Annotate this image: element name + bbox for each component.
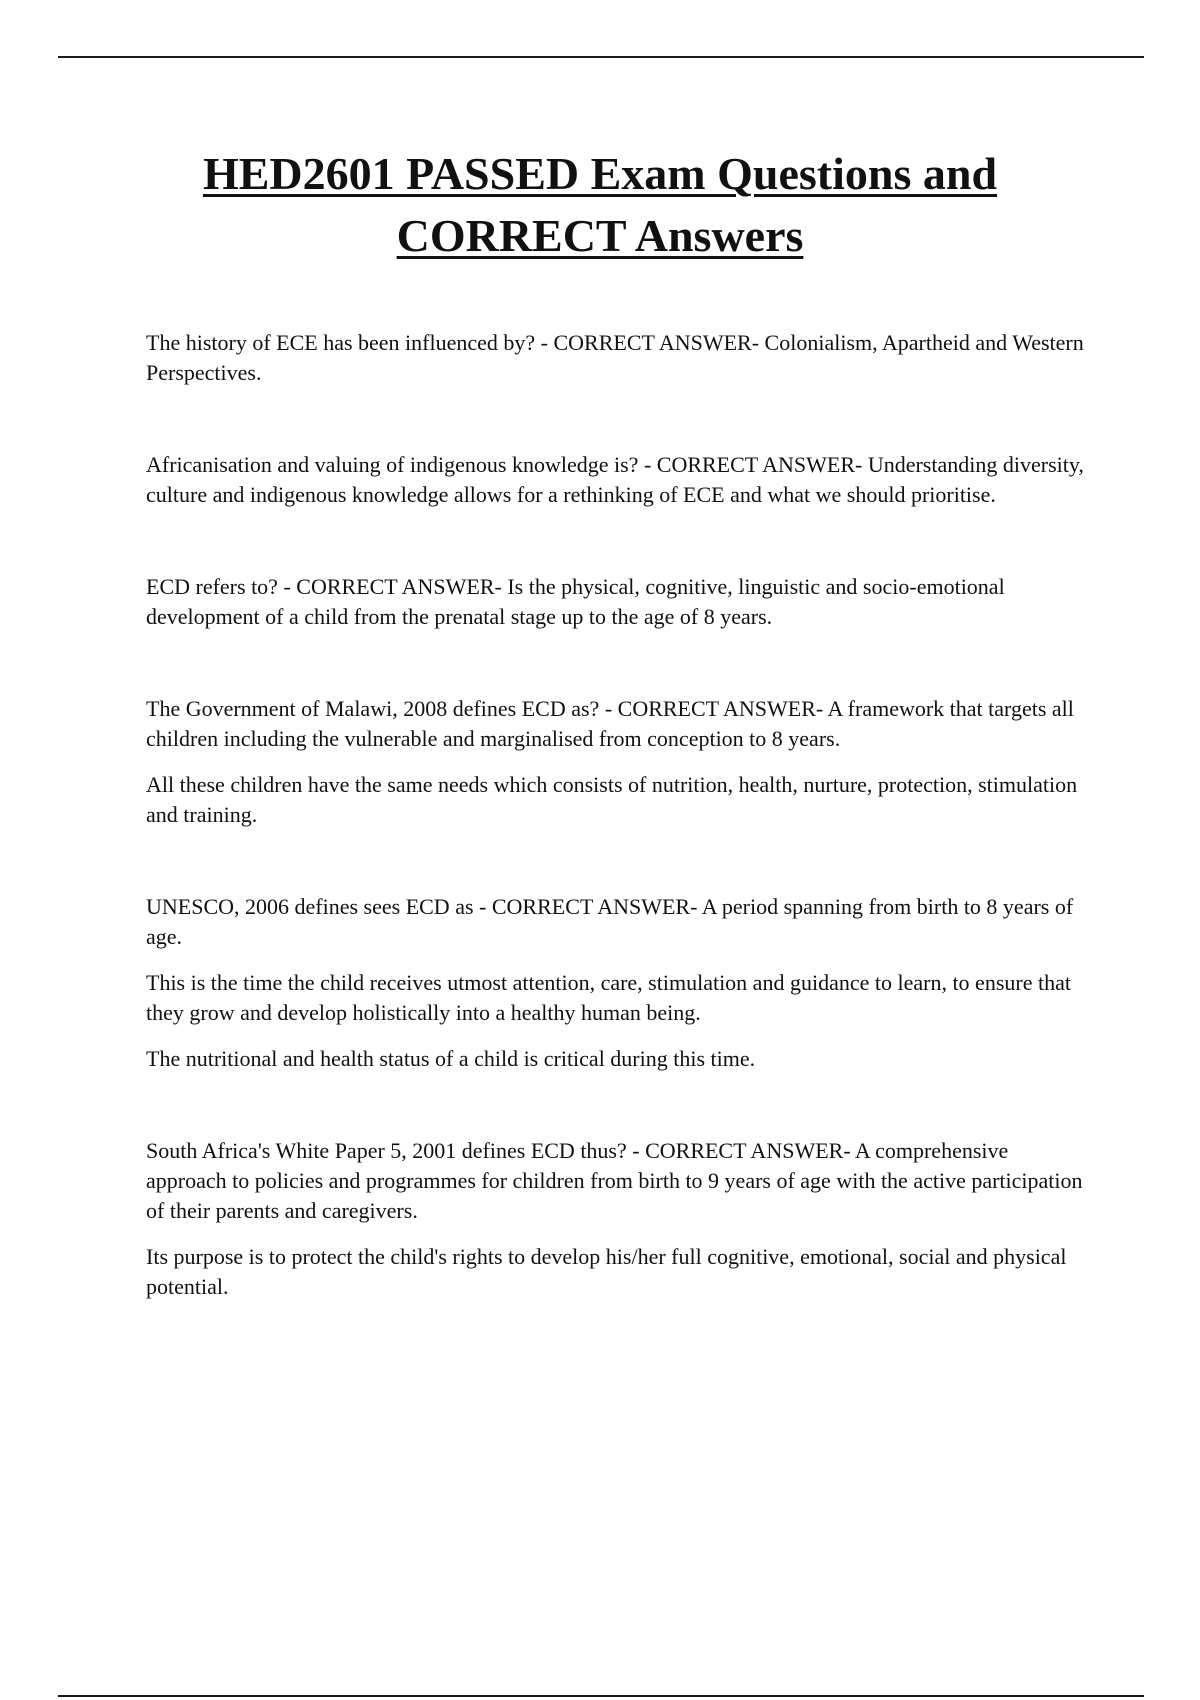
document-title: HED2601 PASSED Exam Questions and CORRECT Answers xyxy=(202,148,998,261)
qa-paragraph: Its purpose is to protect the child's rights to develop his/her full cognitive, emotional, social and physical potential. xyxy=(146,1244,1067,1299)
qa-item xyxy=(146,450,1086,510)
qa-item xyxy=(146,892,1086,1074)
qa-item xyxy=(146,572,1086,632)
qa-item xyxy=(146,328,1086,388)
qa-item xyxy=(146,694,1086,830)
top-rule xyxy=(58,56,1144,58)
qa-paragraph: All these children have the same needs which consists of nutrition, health, nurture, protection, stimulation and training. xyxy=(146,772,1078,827)
qa-paragraph: South Africa's White Paper 5, 2001 defines ECD thus? - CORRECT ANSWER- A comprehensive approach to policies and programmes for children from birth to 9 years of age with the active participation of their parents and caregivers. xyxy=(146,1138,1083,1223)
qa-paragraph: The Government of Malawi, 2008 defines ECD as? - CORRECT ANSWER- A framework that targets all children including the vulnerable and marginalised from conception to 8 years. xyxy=(146,696,1074,751)
qa-paragraph: This is the time the child receives utmost attention, care, stimulation and guidance to learn, to ensure that they grow and develop holistically into a healthy human being. xyxy=(146,970,1071,1025)
qa-paragraph: Africanisation and valuing of indigenous knowledge is? - CORRECT ANSWER- Understanding diversity, culture and indigenous knowledge allows for a rethinking of ECE and what we should prioritise. xyxy=(146,452,1084,507)
bottom-rule xyxy=(58,1695,1144,1697)
qa-paragraph: The history of ECE has been influenced by? - CORRECT ANSWER- Colonialism, Apartheid and Western Perspectives. xyxy=(146,330,1084,385)
qa-paragraph: ECD refers to? - CORRECT ANSWER- Is the physical, cognitive, linguistic and socio-emotional development of a child from the prenatal stage up to the age of 8 years. xyxy=(146,574,1005,629)
qa-list xyxy=(146,328,1086,1364)
qa-paragraph: UNESCO, 2006 defines sees ECD as - CORRECT ANSWER- A period spanning from birth to 8 years of age. xyxy=(146,894,1074,949)
qa-item xyxy=(146,1136,1086,1302)
qa-paragraph: The nutritional and health status of a child is critical during this time. xyxy=(146,1046,756,1071)
